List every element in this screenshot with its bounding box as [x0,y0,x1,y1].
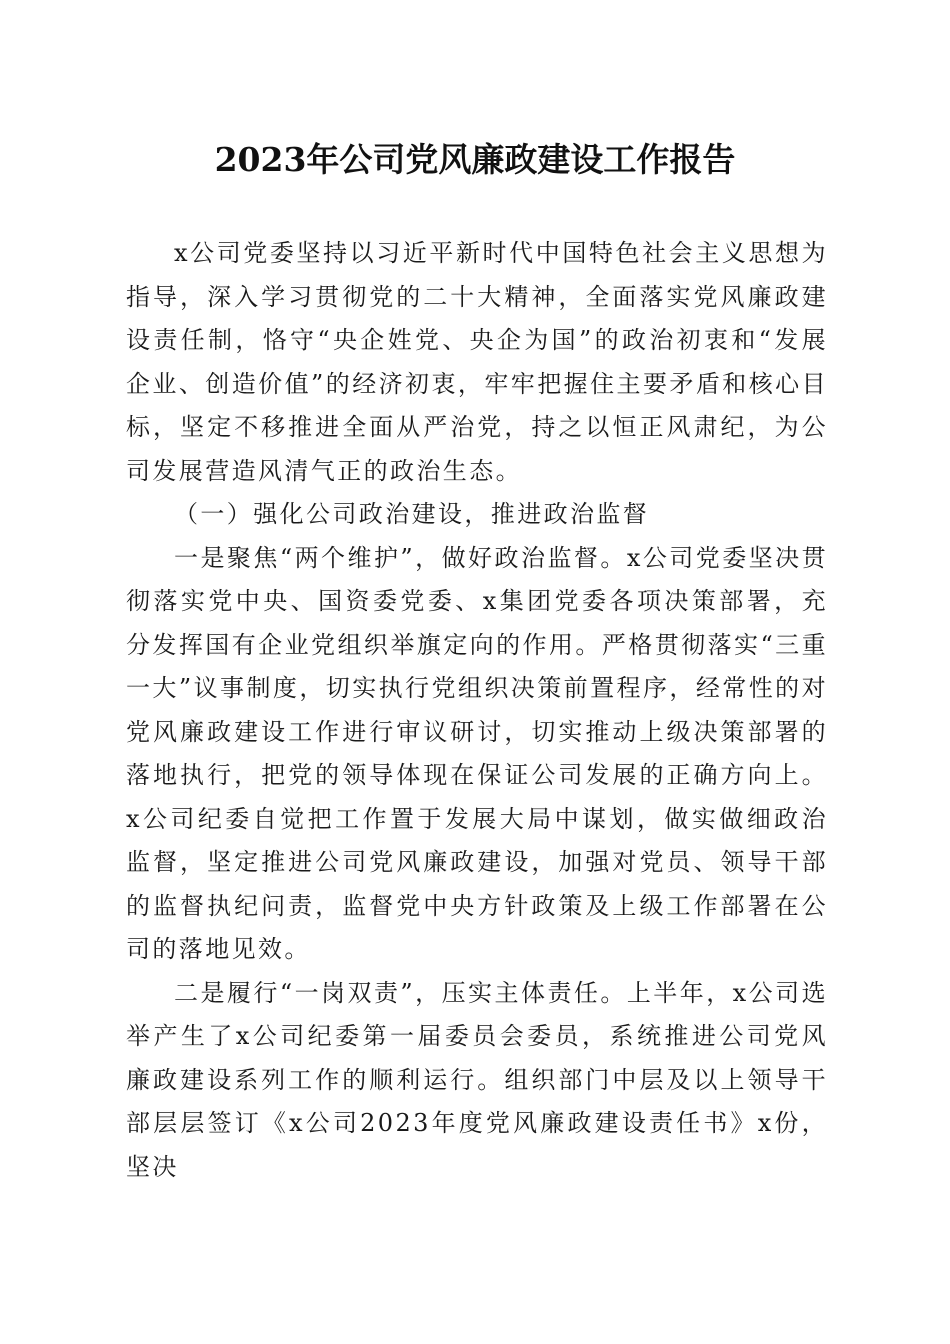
point-2-body: 上半年，x公司选举产生了x公司纪委第一届委员会委员，系统推进公司党风廉政建设系列工作的顺利运行。组织部门中层及以上领导干部层层签订《x公司2023年度党风廉政建设责任书》x份，坚决 [126,978,828,1181]
point-1-paragraph [126,537,828,972]
point-2-lead: 二是履行“一岗双责”，压实主体责任。 [174,978,627,1007]
point-1-lead: 一是聚焦“两个维护”，做好政治监督。 [174,543,627,572]
intro-paragraph: x公司党委坚持以习近平新时代中国特色社会主义思想为指导，深入学习贯彻党的二十大精神，全面落实党风廉政建设责任制，恪守“央企姓党、央企为国”的政治初衷和“发展企业、创造价值”的经济初衷，牢牢把握住主要矛盾和核心目标，坚定不移推进全面从严治党，持之以恒正风肃纪，为公司发展营造风清气正的政治生态。 [126,239,828,485]
document-title: 2023年公司党风廉政建设工作报告 [214,140,736,179]
document-body [126,232,828,1189]
point-1-body: x公司党委坚决贯彻落实党中央、国资委党委、x集团党委各项决策部署，充分发挥国有企业党组织举旗定向的作用。严格贯彻落实“三重一大”议事制度，切实执行党组织决策前置程序，经常性的对党风廉政建设工作进行审议研讨，切实推动上级决策部署的落地执行，把党的领导体现在保证公司发展的正确方向上。x公司纪委自觉把工作置于发展大局中谋划，做实做细政治监督，坚定推进公司党风廉政建设，加强对党员、领导干部的监督执纪问责，监督党中央方针政策及上级工作部署在公司的落地见效。 [126,543,828,963]
section-heading-1: （一）强化公司政治建设，推进政治监督 [174,500,650,528]
point-2-paragraph [126,972,828,1190]
